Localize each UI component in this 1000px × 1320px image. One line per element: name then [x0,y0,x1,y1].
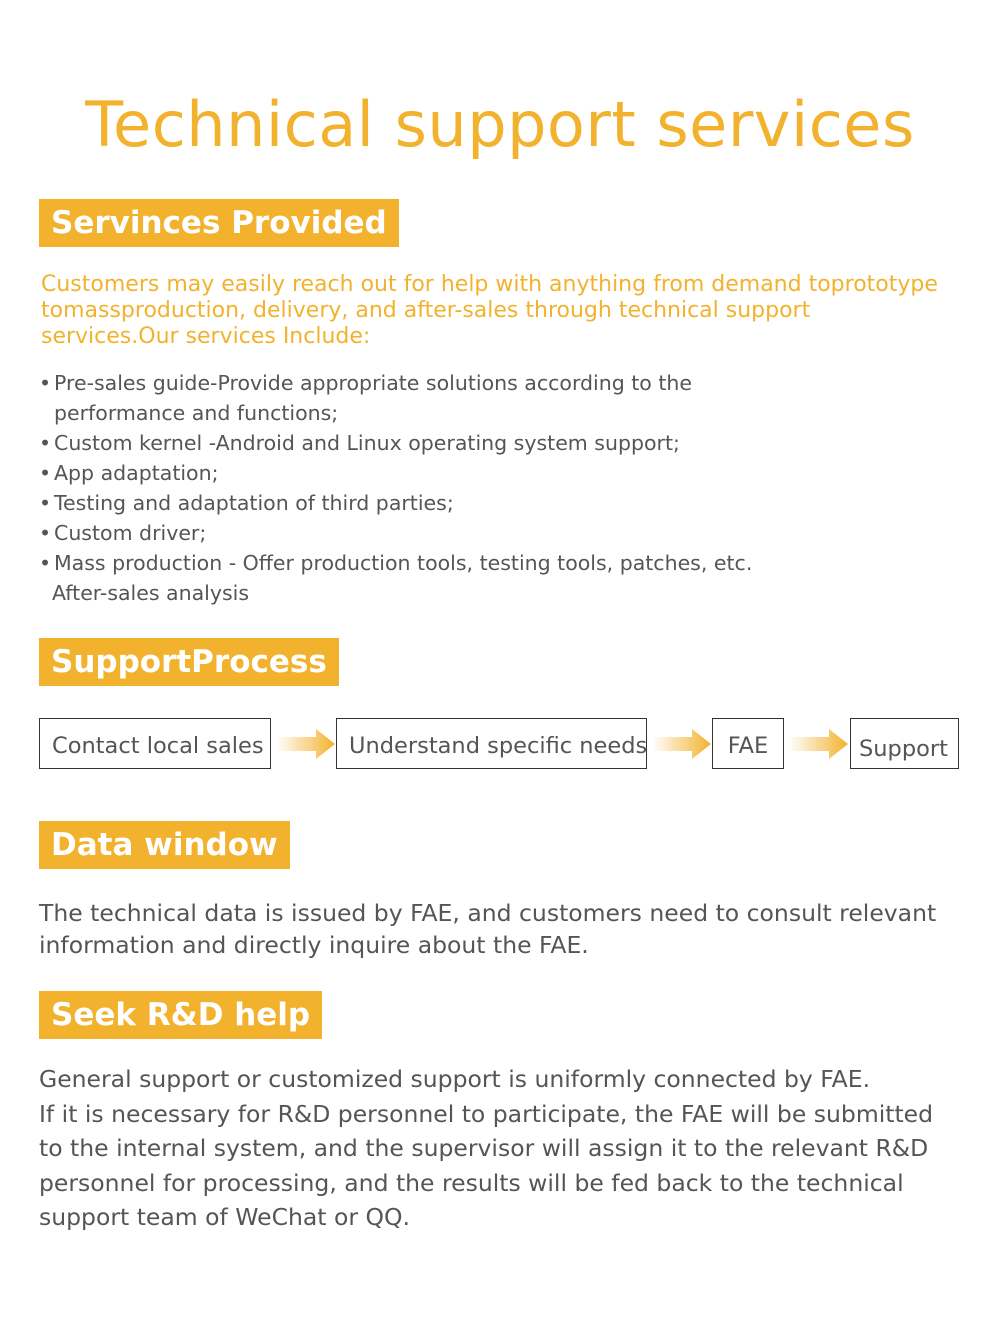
list-item-text: Custom kernel -Android and Linux operating system support; [54,431,680,455]
arrow-right-icon [789,727,849,761]
process-step-fae: FAE [712,718,784,769]
list-item [39,548,919,608]
list-item-text: Pre-sales guide-Provide appropriate solutions according to the [54,371,692,395]
arrow-right-icon [652,727,712,761]
rd-help-line2: If it is necessary for R&D personnel to participate, the FAE will be submitted to the internal system, and the supervisor will assign it to the relevant R&D personnel for processing, and the results will be fed back to the technical support team of WeChat or QQ. [39,1099,934,1232]
data-window-heading: Data window [39,821,290,869]
list-item-continuation: performance and functions; [54,401,339,425]
bullet-dot-icon: • [39,491,52,515]
list-item-continuation: After-sales analysis [52,581,250,605]
services-list [39,368,919,608]
bullet-dot-icon: • [39,551,52,575]
process-step-contact-sales: Contact local sales [39,718,271,769]
data-window-text: The technical data is issued by FAE, and customers need to consult relevant information and directly inquire about the FAE. [39,899,937,959]
page-title: Technical support services [85,88,915,161]
list-item-text: Mass production - Offer production tools, testing tools, patches, etc. [54,551,753,575]
process-heading: SupportProcess [39,638,339,686]
list-item [39,458,919,488]
rd-help-line1: General support or customized support is uniformly connected by FAE. [39,1065,871,1093]
services-intro: Customers may easily reach out for help with anything from demand toprototype tomassproduction, delivery, and after-sales through technical support services.Our services Include: [41,272,938,349]
list-item-text: App adaptation; [54,461,219,485]
list-item [39,368,919,428]
list-item [39,488,919,518]
rd-help-heading: Seek R&D help [39,991,322,1039]
bullet-dot-icon: • [39,371,52,395]
bullet-dot-icon: • [39,461,52,485]
list-item [39,518,919,548]
bullet-dot-icon: • [39,431,52,455]
list-item [39,428,919,458]
bullet-dot-icon: • [39,521,52,545]
process-step-support: Support [850,718,959,769]
process-step-understand-needs: Understand specific needs [336,718,647,769]
list-item-text: Custom driver; [54,521,207,545]
list-item-text: Testing and adaptation of third parties; [54,491,454,515]
rd-help-body [39,1062,939,1235]
arrow-right-icon [276,727,336,761]
services-heading: Servinces Provided [39,199,399,247]
